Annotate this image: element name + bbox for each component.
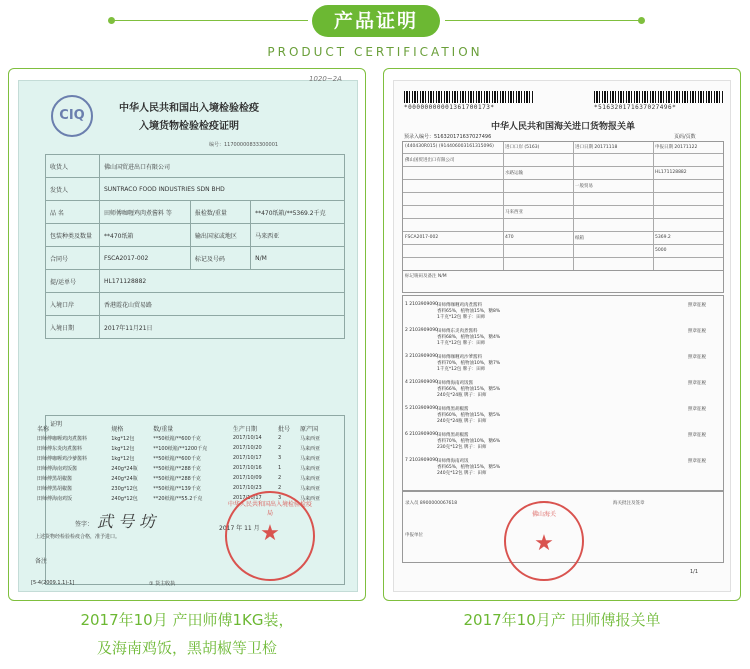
cell: 2	[277, 475, 282, 481]
cell: 2017/10/16	[232, 465, 262, 471]
cell: 马来西亚	[299, 495, 320, 502]
item-name: 田师傅咖喱鸡沙爹酱料	[437, 355, 482, 360]
grid-cell: FSCA2017-002	[405, 235, 439, 240]
item-note: 照章征税	[688, 329, 706, 334]
item-desc: 香料70%，植物油10%，糖7%	[437, 361, 501, 366]
table-header-row	[35, 423, 331, 433]
table-row	[35, 433, 331, 443]
star-icon: ★	[260, 521, 280, 546]
customs-notes-label: 海关批注及签章	[613, 501, 645, 506]
row-value: FSCA2017-002	[100, 247, 191, 270]
table-row	[46, 201, 345, 224]
cell: 240g*24瓶	[111, 475, 138, 482]
marks-text: 标记唛码及备注 N/M	[405, 274, 447, 279]
star-icon: ★	[534, 531, 554, 556]
item-note: 照章征税	[688, 459, 706, 464]
cell: **50纸箱/**600千克	[153, 435, 201, 442]
grid-cell: 一般贸易	[575, 184, 593, 189]
cell: 2017/10/09	[232, 475, 262, 481]
item-spec: 240克*24瓶 牌子：田师	[437, 393, 487, 398]
left-caption-line-2: 及海南鸡饭，黑胡椒等卫检	[96, 639, 277, 657]
cell: 3	[277, 455, 282, 461]
cell: 马来西亚	[299, 445, 320, 452]
cell: 2017/10/14	[232, 435, 262, 441]
barcode-icon	[594, 91, 724, 103]
grid-divider	[573, 142, 574, 270]
item-note: 照章征税	[688, 407, 706, 412]
sign-label: 签字：	[75, 521, 94, 528]
cell: **50纸箱/**288千克	[153, 465, 201, 472]
right-caption: 2017年10月产 田师傅报关单	[463, 611, 661, 629]
item-desc: 香料60%，植物油15%，糖5%	[437, 413, 501, 418]
cell: 240g*24瓶	[111, 465, 138, 472]
handwritten-signature: 武 号 坊	[97, 512, 156, 531]
item-code: 3 2103909090	[405, 354, 438, 359]
row-label: 入境日期	[46, 316, 100, 339]
page-label: 页码/页数	[674, 134, 696, 140]
table-row	[46, 247, 345, 270]
column-header: 数/重量	[153, 425, 174, 433]
cell: 2017/10/23	[232, 485, 262, 491]
barcode-icon	[404, 91, 534, 103]
item-spec: 240克*24瓶 牌子：田师	[437, 419, 487, 424]
official-seal-stamp	[225, 491, 315, 581]
cell: **50纸箱/**288千克	[153, 475, 201, 482]
table-row	[46, 178, 345, 201]
declaration-title: 中华人民共和国海关进口货物报关单	[490, 122, 635, 132]
cell: 230g*12包	[111, 485, 138, 492]
row-value: **470纸箱	[100, 224, 191, 247]
item-note: 照章征税	[688, 355, 706, 360]
item-name: 田师傅东炎肉煮酱料	[437, 329, 478, 334]
footer-code: [5-4(2009.1.1)-1]	[31, 580, 75, 586]
customs-declaration[interactable]	[393, 80, 731, 592]
row-label: 提/运单号	[46, 270, 100, 293]
header-subtitle: PRODUCT CERTIFICATION	[267, 45, 483, 59]
column-header: 名称	[37, 425, 50, 433]
grid-cell: 470	[505, 235, 514, 240]
barcode-right	[594, 91, 724, 113]
cell: 马来西亚	[299, 465, 320, 472]
item-spec: 1千克*12包 牌子：田师	[437, 341, 486, 346]
grid-cell: 5369.2	[655, 235, 671, 240]
column-header: 原产国	[299, 425, 318, 433]
grid-cell: 进口口岸 (5163)	[505, 145, 540, 150]
declaring-unit-label: 申报单位	[405, 533, 423, 538]
list-item	[403, 404, 725, 426]
sign-date: 2017 年 11 月	[219, 525, 260, 532]
cell: 1kg*12包	[111, 445, 135, 452]
cell: **100纸箱/**1200千克	[153, 445, 208, 452]
cell: 240g*12包	[111, 495, 138, 502]
grid-cell: (440430R015) (914406003161315096)	[405, 144, 494, 149]
table-row	[46, 293, 345, 316]
row-label: 收货人	[46, 155, 100, 178]
grid-cell: 水路运输	[505, 171, 523, 176]
cell: 1kg*12包	[111, 435, 135, 442]
cell: 3	[277, 495, 282, 501]
item-spec: 240克*12包 牌子：田师	[437, 471, 487, 476]
row-label: 品 名	[46, 201, 100, 224]
header-title: 产品证明	[312, 5, 440, 37]
remark-label: 备注	[35, 558, 48, 565]
inspection-certificate[interactable]	[18, 75, 358, 592]
grid-cell: HL171128882	[655, 170, 687, 175]
item-desc: 香料65%，植物油15%，糖8%	[437, 309, 501, 314]
row-value: 2017年11月21日	[100, 316, 345, 339]
row-label: 标记及号码	[190, 247, 250, 270]
table-row	[46, 316, 345, 339]
grid-cell: 进口日期 20171118	[575, 145, 618, 150]
cell: 田师傅东炎肉煮酱料	[37, 445, 83, 452]
cell: **50纸箱/**600千克	[153, 455, 201, 462]
list-item	[403, 378, 725, 400]
cell: 田师傅黑胡椒酱	[37, 475, 73, 482]
item-name: 田师傅黑胡椒酱	[437, 407, 469, 412]
left-caption-line-1: 2017年10月 产田师傅1KG装，	[80, 611, 294, 629]
stamp-text: 中华人民共和国出入境检验检疫局	[227, 501, 312, 517]
cell: 1	[277, 465, 282, 471]
list-item	[403, 300, 725, 322]
item-code: 6 2103909090	[405, 432, 438, 437]
cell: 马来西亚	[299, 435, 320, 442]
column-header: 批号	[277, 425, 290, 433]
notes-label: 证明	[50, 421, 63, 428]
certificate-items-table	[35, 423, 331, 503]
item-note: 照章征税	[688, 303, 706, 308]
barcode-left	[404, 91, 534, 113]
certificate-number: 编号：11700000833300001	[209, 142, 279, 148]
certificate-title-1: 中华人民共和国出入境检验检疫	[119, 103, 259, 114]
cell: 2	[277, 485, 282, 491]
row-label: 包装种类及数量	[46, 224, 100, 247]
cell: 2	[277, 445, 282, 451]
cell: 马来西亚	[299, 485, 320, 492]
item-name: 田师傅黑胡椒酱	[437, 433, 469, 438]
row-value: **470纸箱/**5369.2千克	[251, 201, 345, 224]
cell: 2017/10/17	[232, 495, 262, 501]
item-note: 照章征税	[688, 433, 706, 438]
column-header: 生产日期	[232, 425, 257, 433]
grid-cell: 5000	[655, 248, 667, 253]
item-desc: 香料68%，植物油15%，糖4%	[437, 335, 501, 340]
item-spec: 1千克*12包 牌子：田师	[437, 367, 486, 372]
row-label: 合同号	[46, 247, 100, 270]
table-row	[35, 483, 331, 493]
column-header: 规格	[111, 425, 124, 433]
entry-clerk: 录入员 8900000067618	[405, 501, 458, 506]
list-item	[403, 326, 725, 348]
customs-seal-stamp	[504, 501, 584, 581]
header-dot-right	[638, 17, 645, 24]
cell: 2017/10/20	[232, 445, 262, 451]
item-spec: 230克*12包 牌子：田师	[437, 445, 487, 450]
cell: 马来西亚	[299, 455, 320, 462]
item-code: 1 2103909090	[405, 302, 438, 307]
declaration-grid	[402, 141, 724, 271]
barcode-number: *516320171637027496*	[594, 104, 677, 111]
row-value: HL171128882	[100, 270, 345, 293]
page-count: 1/1	[690, 569, 699, 575]
list-item	[403, 456, 725, 478]
row-value: N/M	[251, 247, 345, 270]
grid-divider	[503, 142, 504, 270]
cell: 1kg*12包	[111, 455, 135, 462]
row-value: 马来西亚	[251, 224, 345, 247]
header-line-left	[112, 20, 308, 21]
table-row	[46, 155, 345, 178]
cell: 田师傅黑胡椒酱	[37, 485, 73, 492]
row-label: 输出国家或地区	[190, 224, 250, 247]
item-desc: 香料66%，植物油15%，糖5%	[437, 387, 501, 392]
grid-cell: 马来西亚	[505, 210, 523, 215]
cell: 田师傅咖喱鸡肉煮酱料	[37, 435, 88, 442]
item-desc: 香料65%，植物油15%，糖5%	[437, 465, 501, 470]
item-name: 田师傅海南鸡饭酱	[437, 381, 473, 386]
cell: 马来西亚	[299, 475, 320, 482]
table-row	[35, 473, 331, 483]
item-name: 田师傅咖喱鸡肉煮酱料	[437, 303, 482, 308]
item-code: 2 2103909090	[405, 328, 438, 333]
row-label: 入境口岸	[46, 293, 100, 316]
stamp-text: 佛山海关	[531, 511, 556, 518]
item-code: 5 2103909090	[405, 406, 438, 411]
marks-box	[402, 271, 724, 293]
item-name: 田师傅海南鸡饭	[437, 459, 469, 464]
cell: 田师傅海南鸡饭酱	[37, 465, 78, 472]
cell: 田师傅咖喱鸡沙爹酱料	[37, 455, 88, 462]
table-row	[46, 224, 345, 247]
item-spec: 1千克*12包 牌子：田师	[437, 315, 486, 320]
ciq-logo: CIQ	[51, 95, 93, 137]
list-item	[403, 352, 725, 374]
cell: 田师傅海南鸡饭	[37, 495, 73, 502]
item-desc: 香料70%，植物油10%，糖6%	[437, 439, 501, 444]
cell: **50纸箱/**139千克	[153, 485, 201, 492]
item-code: 4 2103909090	[405, 380, 438, 385]
pre-entry-number: 预录入编号：516320171637027496	[404, 134, 492, 140]
row-value: 田师傅咖喱鸡肉煮酱料 等	[100, 201, 191, 224]
handwritten-note: 1020~2A	[309, 75, 342, 83]
goods-list	[402, 295, 724, 491]
table-row	[35, 453, 331, 463]
table-row	[46, 270, 345, 293]
grid-cell: 申报日期 20171122	[655, 145, 698, 150]
grid-cell: 纸箱	[575, 236, 584, 241]
list-item	[403, 430, 725, 452]
grid-cell: 佛山国贸进出口有限公司	[405, 158, 455, 163]
header-line-right	[445, 20, 640, 21]
row-value: 佛山国贸进出口有限公司	[100, 155, 345, 178]
row-value: 香港霞花山贸易路	[100, 293, 345, 316]
certificate-main-table	[45, 154, 345, 339]
item-note: 照章征税	[688, 381, 706, 386]
cell: **20纸箱/**55.2千克	[153, 495, 203, 502]
row-label: 发货人	[46, 178, 100, 201]
cell: 2	[277, 435, 282, 441]
barcode-number: *00000000001361700173*	[404, 104, 495, 111]
item-code: 7 2103909090	[405, 458, 438, 463]
grid-divider	[653, 142, 654, 270]
table-row	[35, 443, 331, 453]
row-label: 报检数/重量	[190, 201, 250, 224]
footer-label: ① 货主收执	[149, 581, 176, 587]
table-row	[35, 463, 331, 473]
cell: 2017/10/17	[232, 455, 262, 461]
certificate-title-2: 入境货物检验检疫证明	[139, 121, 239, 132]
row-value: SUNTRACO FOOD INDUSTRIES SDN BHD	[100, 178, 345, 201]
certificate-summary: 上述货物经检验检疫合格，准予进口。	[35, 534, 121, 540]
